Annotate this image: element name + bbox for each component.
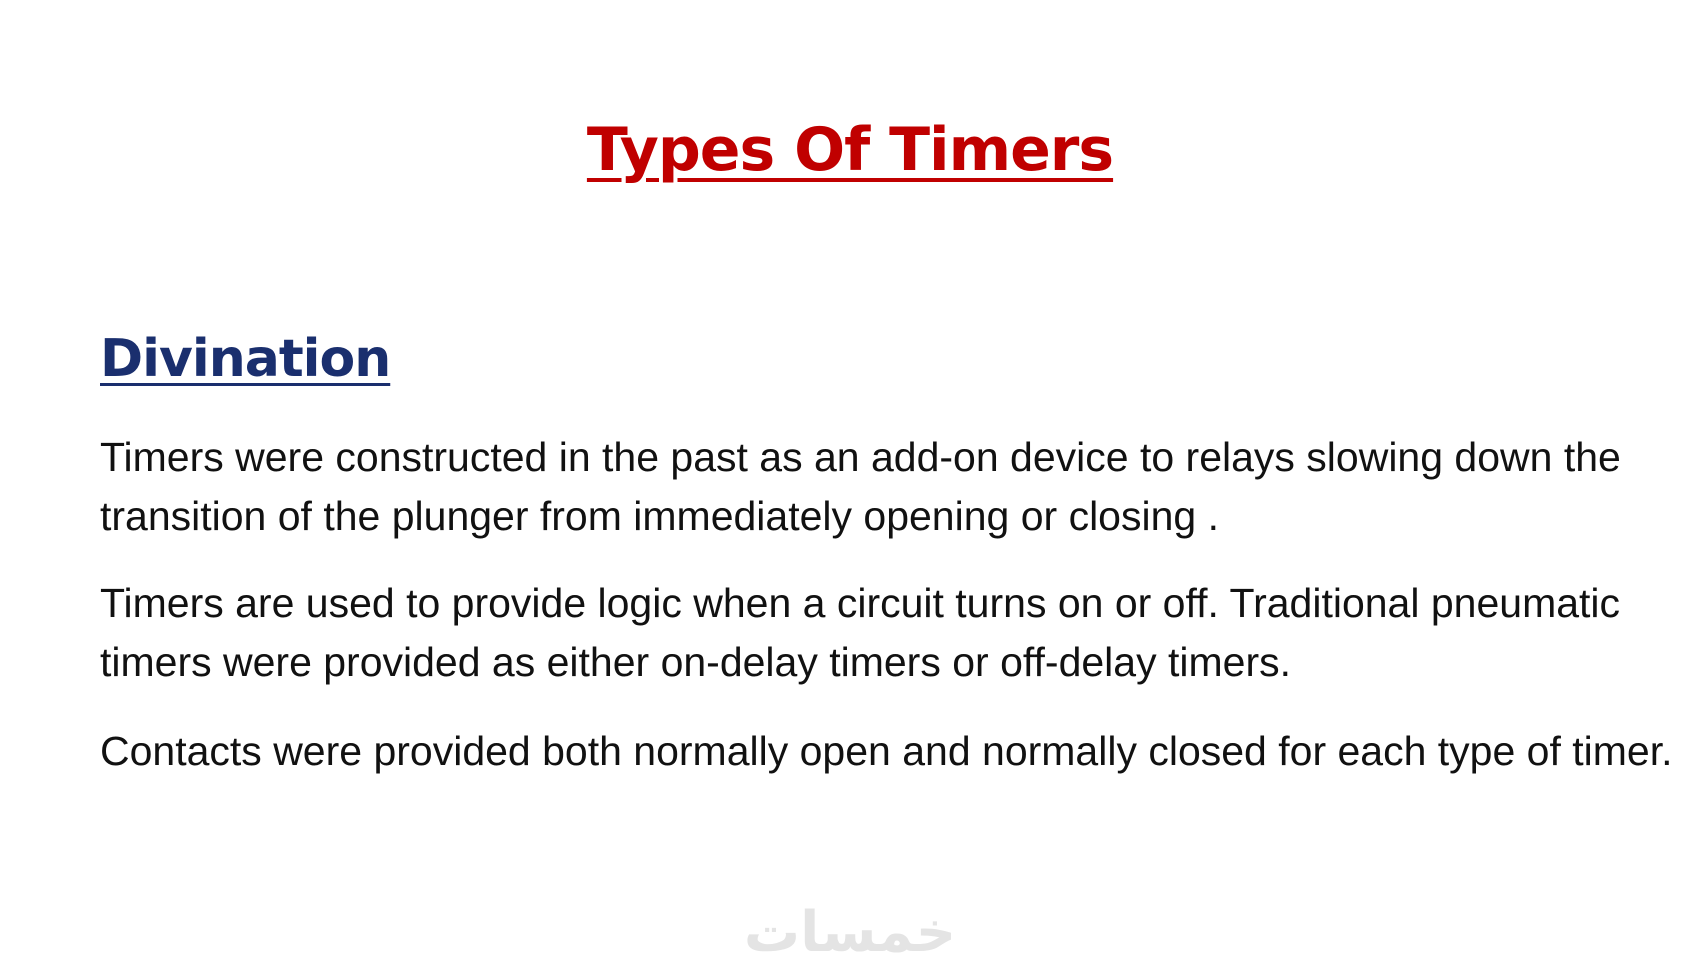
paragraph-2: Timers are used to provide logic when a circuit turns on or off. Traditional pneumatic timers were provided as either on-delay timers or off-delay timers. <box>100 580 1621 685</box>
paragraph-3: Contacts were provided both normally open and normally closed for each type of timer. <box>100 728 1673 774</box>
watermark-logo: خمسات <box>743 900 957 965</box>
paragraph-1: Timers were constructed in the past as an add-on device to relays slowing down the transition of the plunger from immediately opening or closing . <box>100 434 1621 539</box>
slide-title: Types Of Timers <box>586 115 1114 185</box>
section-heading: Divination <box>100 329 391 389</box>
